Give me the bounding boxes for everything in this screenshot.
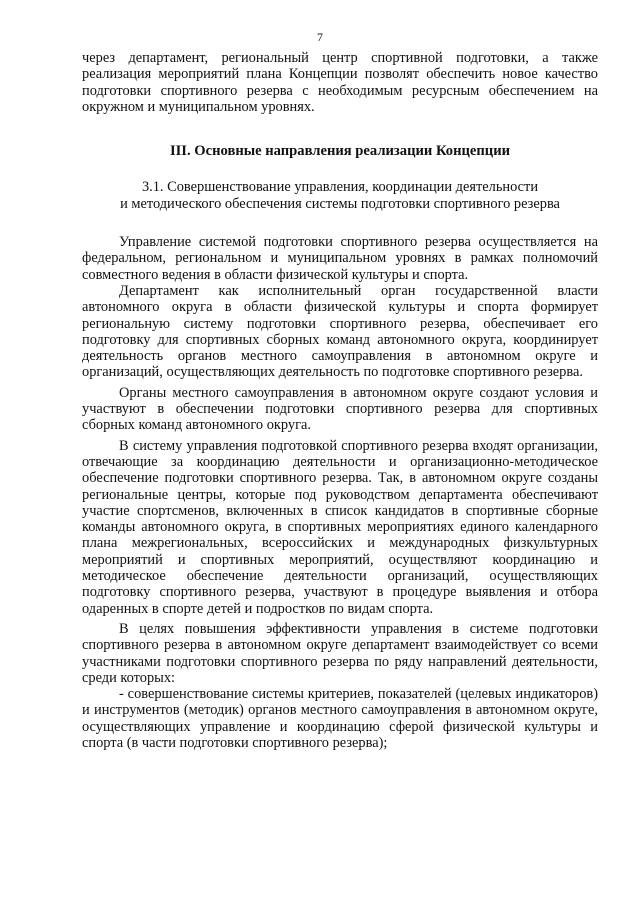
subsection-title-line-1: 3.1. Совершенствование управления, координации деятельности bbox=[141, 179, 539, 196]
paragraph-regional-centers: В систему управления подготовкой спортивного резерва входят организации, отвечающие за координацию деятельности и организационно-методическое обеспечение подготовки спортивного резерва. Так, в автономном округе созданы региональные центры, которые под руководством департамента обеспечивают участие спортсменов, включенных в список кандидатов в спортивные сборные команды автономного округа, в спортивных мероприятиях единого календарного плана межрегиональных, всероссийских и международных физкультурных мероприятий и спортивных мероприятий, осуществляют координацию и методическое обеспечение деятельности организаций, осуществляющих подготовку спортивного резерва, участвуют в процедуре выявления и отбора одаренных в спорте детей и подростков по видам спорта. bbox=[82, 437, 598, 617]
paragraph-efficiency-directions: В целях повышения эффективности управления в системе подготовки спортивного резерва в автономном округе департамент взаимодействует со всеми участниками подготовки спортивного резерва по ряду направлений деятельности, среди которых: bbox=[82, 620, 598, 686]
section-title: III. Основные направления реализации Концепции bbox=[169, 143, 511, 160]
list-item-criteria-system: - совершенствование системы критериев, показателей (целевых индикаторов) и инструментов (методик) органов местного самоуправления в автономном округе, осуществляющих управление и координацию сферой физической культуры и спорта (в части подготовки спортивного резерва); bbox=[82, 686, 598, 751]
paragraph-management-levels: Управление системой подготовки спортивного резерва осуществляется на федеральном, региональном и муниципальном уровнях в рамках полномочий совместного ведения в области физической культуры и спорта. bbox=[82, 234, 598, 283]
intro-paragraph: через департамент, региональный центр спортивной подготовки, а также реализация мероприятий плана Концепции позволят обеспечить новое качество подготовки спортивного резерва с необходимым ресурсным обеспечением на окружном и муниципальном уровнях. bbox=[82, 50, 598, 115]
paragraph-department-role: Департамент как исполнительный орган государственной власти автономного округа в области физической культуры и спорта формирует региональную систему подготовки спортивного резерва, обеспечивает его подготовку для спортивных сборных команд автономного округа, координирует деятельность органов местного самоуправления в автономном округе и организаций, осуществляющих деятельность по подготовке спортивного резерва. bbox=[82, 282, 598, 381]
paragraph-local-government: Органы местного самоуправления в автономном округе создают условия и участвуют в обеспечении подготовки спортивного резерва для спортивных сборных команд автономного округа. bbox=[82, 384, 598, 434]
document-body bbox=[82, 50, 598, 751]
subsection-title bbox=[82, 179, 598, 212]
page-number: 7 bbox=[317, 30, 323, 44]
subsection-title-line-2: и методического обеспечения системы подготовки спортивного резерва bbox=[120, 195, 560, 212]
